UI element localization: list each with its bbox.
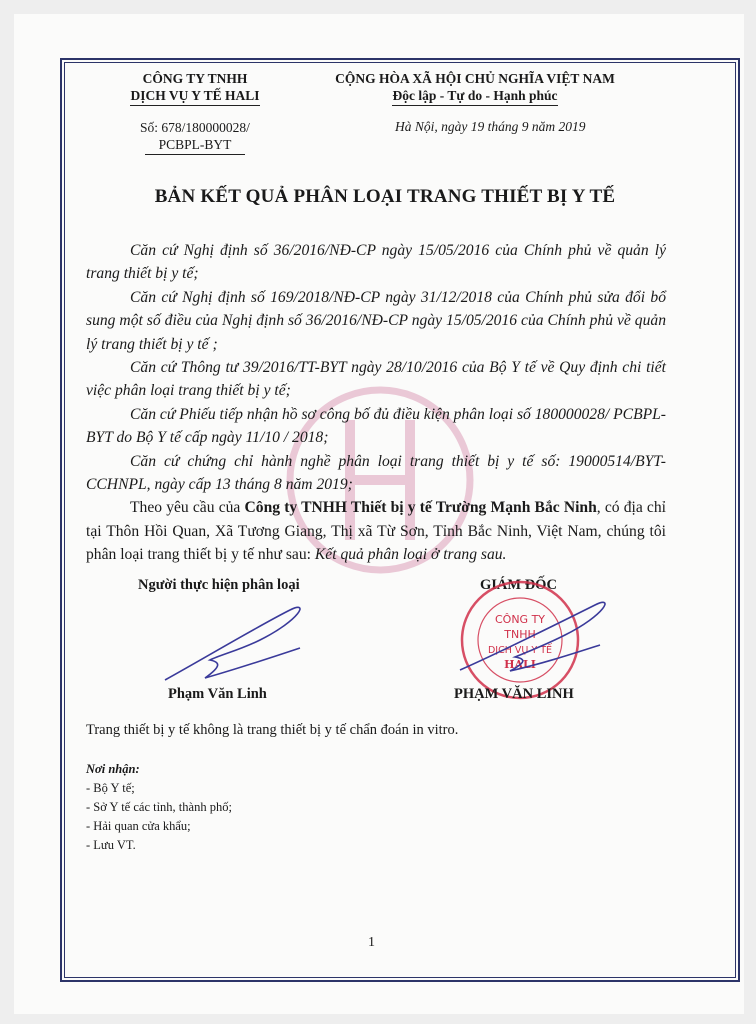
legal-basis: Căn cứ Phiếu tiếp nhận hồ sơ công bố đủ điều kiện phân loại số 180000028/ PCBPL-BYT do Bộ Y tế cấp ngày 11/10 / 2018; xyxy=(86,405,666,447)
doc-number-line: Số: 678/180000028/ xyxy=(140,120,250,135)
stamp-text: CÔNG TY xyxy=(494,613,546,626)
place-date: Hà Nội, ngày 19 tháng 9 năm 2019 xyxy=(395,119,586,134)
recipient-item: - Hải quan cửa khẩu; xyxy=(86,819,191,833)
national-motto xyxy=(320,70,630,106)
right-signer-role: GIÁM ĐỐC xyxy=(480,577,557,593)
ivd-note: Trang thiết bị y tế không là trang thiết bị y tế chẩn đoán in vitro. xyxy=(86,722,459,738)
legal-basis: Căn cứ Nghị định số 36/2016/NĐ-CP ngày 15/05/2016 của Chính phủ về quản lý trang thiết bị y tế; xyxy=(86,242,666,283)
left-signature xyxy=(160,600,320,690)
request-paragraph xyxy=(86,496,666,566)
request-text: , có địa chỉ tại Thôn Hồi Quan, Xã Tương Giang, Thị xã Từ Sơn, Tỉnh Bắc Ninh, Việt Nam, chúng tôi phân loại trang thiết bị y tế như sau: xyxy=(86,499,666,564)
company-line: CÔNG TY TNHH xyxy=(142,71,248,86)
legal-basis: Căn cứ chứng chỉ hành nghề phân loại trang thiết bị y tế số: 19000514/BYT-CCHNPL, ngày cấp 13 tháng 8 năm 2019; xyxy=(86,452,666,494)
recipient-item: - Bộ Y tế; xyxy=(86,781,135,795)
motto-line: Độc lập - Tự do - Hạnh phúc xyxy=(392,87,557,106)
recipients-label: Nơi nhận: xyxy=(86,762,140,776)
requesting-company: Công ty TNHH Thiết bị y tế Trường Mạnh Bắc Ninh xyxy=(244,499,597,517)
company-line: DỊCH VỤ Y TẾ HALI xyxy=(130,87,259,106)
stamp-text: TNHH xyxy=(504,628,536,641)
stamp-text: DỊCH VỤ Y TẾ xyxy=(487,645,553,656)
stamp-text: HALI xyxy=(504,658,536,671)
recipient-item: - Sở Y tế các tỉnh, thành phố; xyxy=(86,800,232,814)
document-title: BẢN KẾT QUẢ PHÂN LOẠI TRANG THIẾT BỊ Y TẾ xyxy=(154,186,616,207)
legal-basis: Căn cứ Thông tư 39/2016/TT-BYT ngày 28/10/2016 của Bộ Y tế về Quy định chi tiết việc phân loại trang thiết bị y tế; xyxy=(86,359,666,400)
recipients xyxy=(86,760,232,855)
left-signer-name: Phạm Văn Linh xyxy=(168,686,267,702)
recipient-item: - Lưu VT. xyxy=(86,838,136,852)
document-body xyxy=(86,239,666,567)
left-signer-role: Người thực hiện phân loại xyxy=(138,577,300,593)
request-prefix: Theo yêu cầu của xyxy=(130,499,245,517)
doc-number-line: PCBPL-BYT xyxy=(145,136,246,155)
request-result: Kết quả phân loại ở trang sau. xyxy=(314,546,507,564)
legal-basis: Căn cứ Nghị định số 169/2018/NĐ-CP ngày 31/12/2018 của Chính phủ sửa đổi bổ sung một số điều của Nghị định số 36/2016/NĐ-CP ngày 15/05/2016 của Chính phủ về quản lý trang thiết bị y tế ; xyxy=(86,288,666,353)
right-signer-name: PHẠM VĂN LINH xyxy=(454,686,574,702)
doc-number xyxy=(130,119,260,155)
right-signature xyxy=(455,595,615,685)
company-name xyxy=(120,70,270,106)
page-number: 1 xyxy=(368,935,375,950)
nation-line: CỘNG HÒA XÃ HỘI CHỦ NGHĨA VIỆT NAM xyxy=(335,71,615,86)
